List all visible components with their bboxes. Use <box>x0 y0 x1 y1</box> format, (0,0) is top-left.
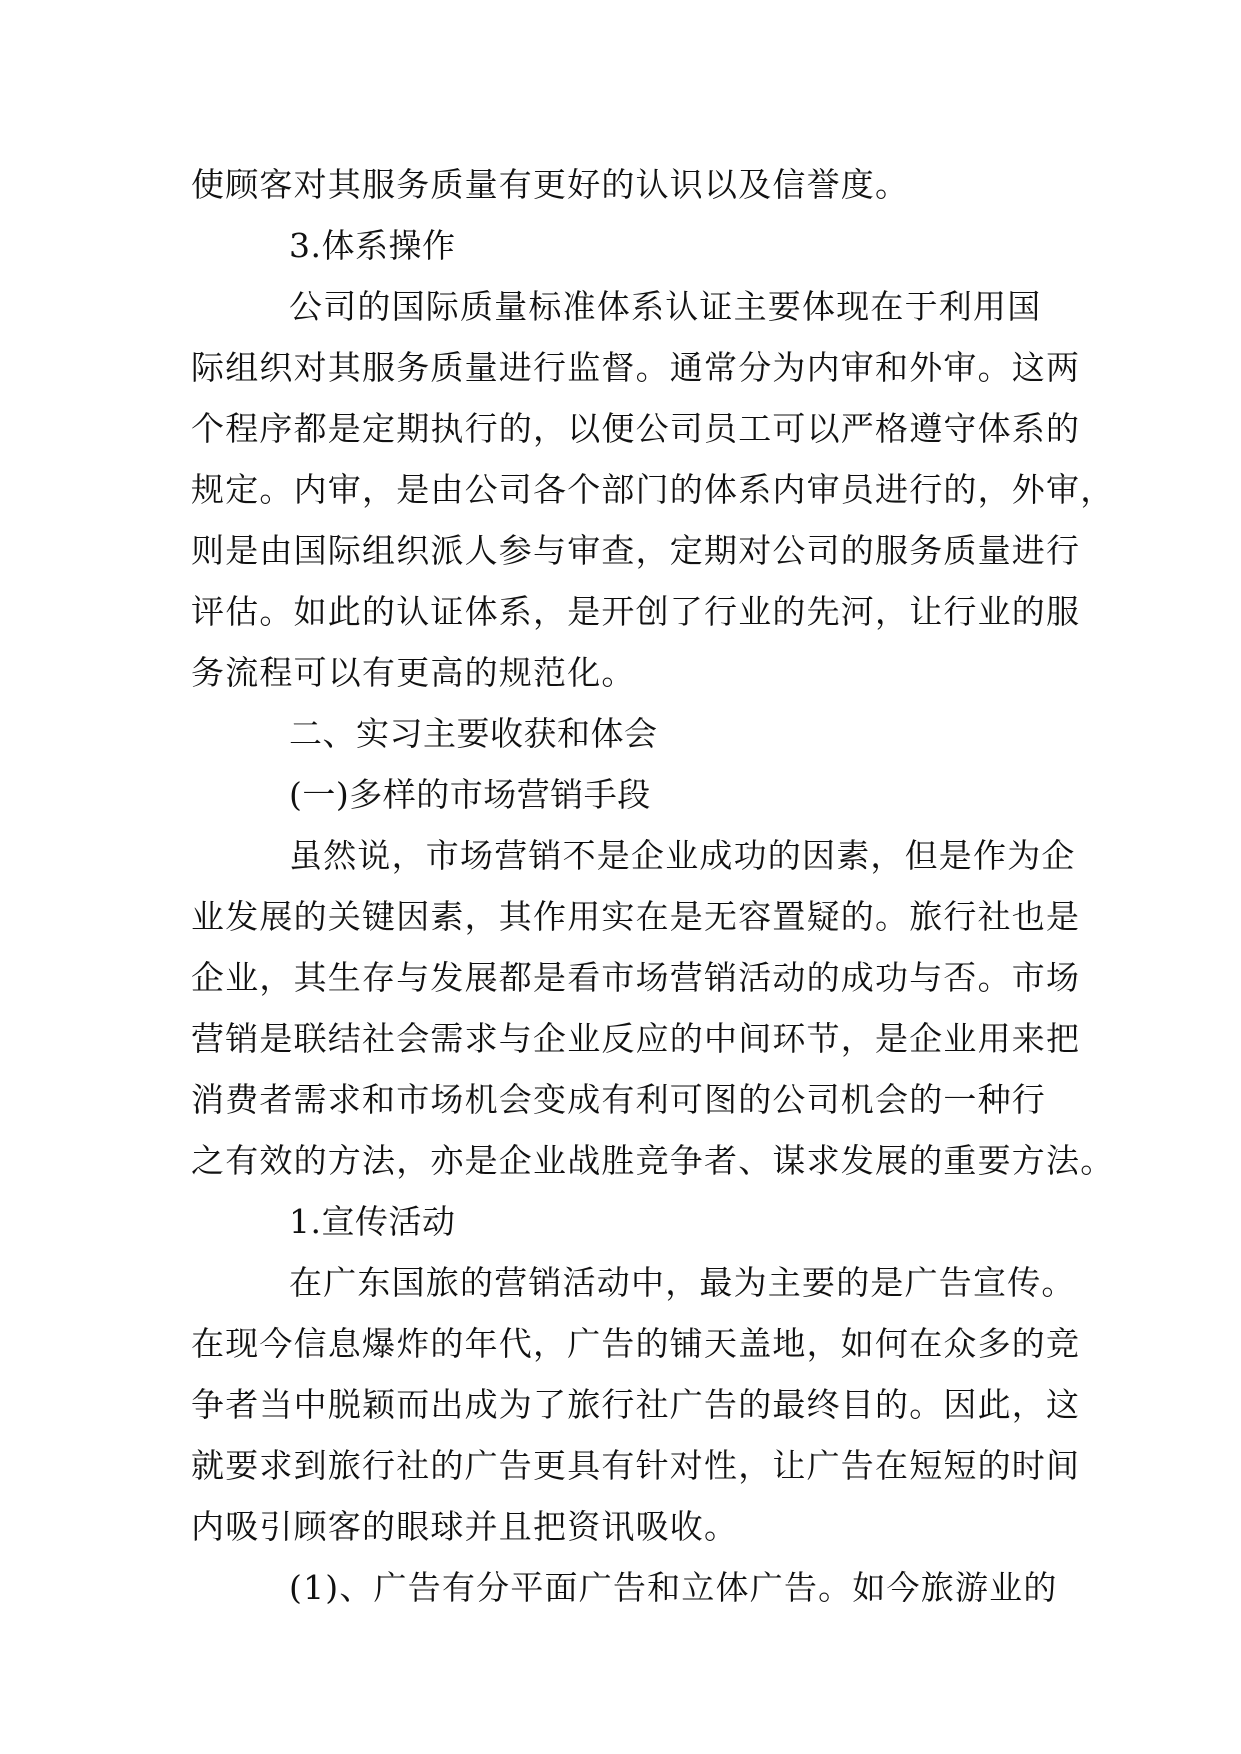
section-heading: 3.体系操作 <box>289 226 456 265</box>
paragraph-line: 就要求到旅行社的广告更具有针对性，让广告在短短的时间 <box>191 1446 1081 1485</box>
subsection-heading: (一)多样的市场营销手段 <box>289 775 651 814</box>
paragraph-line: 个程序都是定期执行的，以便公司员工可以严格遵守体系的 <box>191 409 1081 448</box>
paragraph-line: 企业，其生存与发展都是看市场营销活动的成功与否。市场 <box>191 958 1081 997</box>
paragraph-line: 规定。内审，是由公司各个部门的体系内审员进行的，外审， <box>191 470 1115 509</box>
paragraph-line: 使顾客对其服务质量有更好的认识以及信誉度。 <box>191 165 910 204</box>
paragraph-line: (1)、广告有分平面广告和立体广告。如今旅游业的 <box>289 1568 1058 1607</box>
paragraph-line: 营销是联结社会需求与企业反应的中间环节，是企业用来把 <box>191 1019 1081 1058</box>
paragraph-line: 在现今信息爆炸的年代，广告的铺天盖地，如何在众多的竞 <box>191 1324 1081 1363</box>
section-heading: 二、实习主要收获和体会 <box>289 714 658 753</box>
paragraph-line: 在广东国旅的营销活动中，最为主要的是广告宣传。 <box>289 1263 1076 1302</box>
paragraph-line: 业发展的关键因素，其作用实在是无容置疑的。旅行社也是 <box>191 897 1081 936</box>
paragraph-line: 则是由国际组织派人参与审查，定期对公司的服务质量进行 <box>191 531 1081 570</box>
paragraph-line: 公司的国际质量标准体系认证主要体现在于利用国 <box>289 287 1042 326</box>
paragraph-line: 评估。如此的认证体系，是开创了行业的先河，让行业的服 <box>191 592 1081 631</box>
document-body <box>191 154 1115 1618</box>
section-heading: 1.宣传活动 <box>289 1202 456 1241</box>
paragraph-line: 务流程可以有更高的规范化。 <box>191 653 636 692</box>
paragraph-line: 虽然说，市场营销不是企业成功的因素，但是作为企 <box>289 836 1076 875</box>
paragraph-line: 内吸引顾客的眼球并且把资讯吸收。 <box>191 1507 739 1546</box>
paragraph-line: 争者当中脱颖而出成为了旅行社广告的最终目的。因此，这 <box>191 1385 1081 1424</box>
paragraph-line: 消费者需求和市场机会变成有利可图的公司机会的一种行 <box>191 1080 1046 1119</box>
paragraph-line: 之有效的方法，亦是企业战胜竞争者、谋求发展的重要方法。 <box>191 1141 1115 1180</box>
paragraph-line: 际组织对其服务质量进行监督。通常分为内审和外审。这两 <box>191 348 1081 387</box>
